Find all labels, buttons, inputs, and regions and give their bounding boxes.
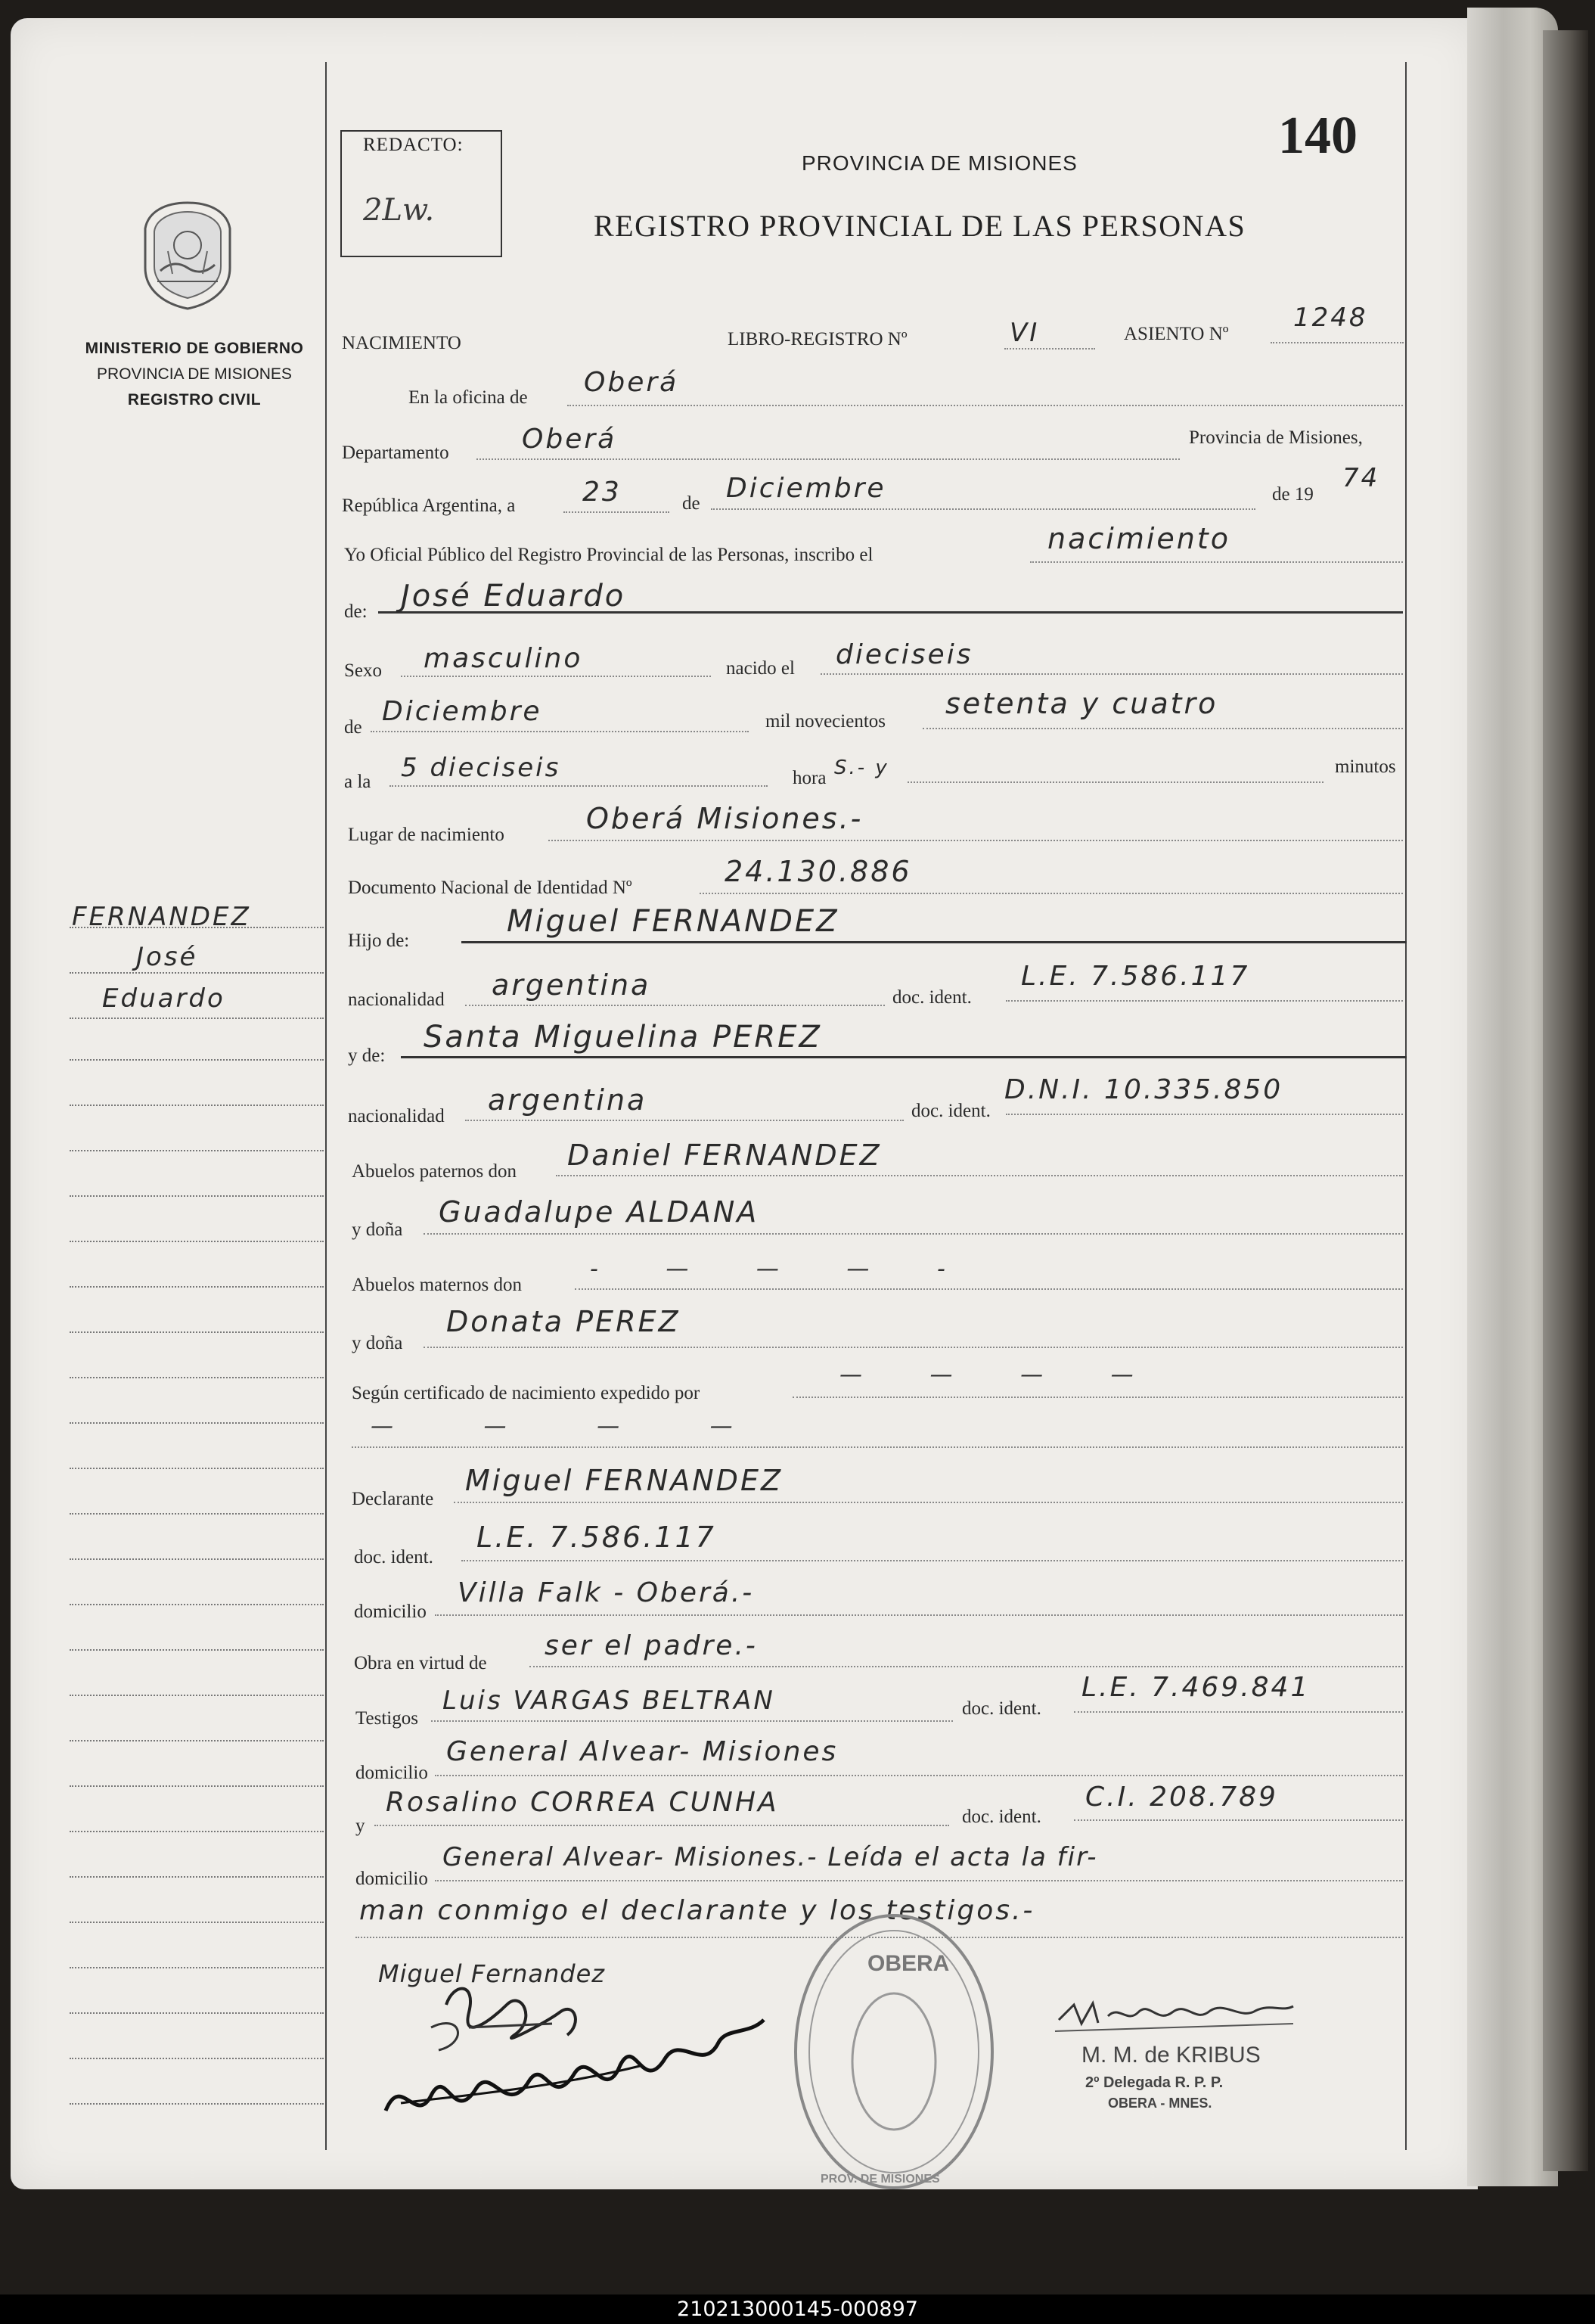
docid5-value: C.I. 208.789 (1085, 1782, 1278, 1813)
asiento-value: 1248 (1293, 303, 1368, 333)
book-spine (1543, 30, 1588, 2171)
asiento-label: ASIENTO Nº (1124, 324, 1229, 344)
provincia-label: Provincia de Misiones, (1189, 427, 1363, 448)
padre-value: Miguel FERNANDEZ (507, 904, 839, 939)
abuela-materna-label: y doña (352, 1333, 403, 1353)
abuelos-maternos-label: Abuelos maternos don (352, 1275, 522, 1295)
docid2-value: D.N.I. 10.335.850 (1004, 1074, 1283, 1105)
image-id-footer: 210213000145-000897 (0, 2294, 1595, 2324)
mes-value: Diciembre (726, 473, 886, 504)
hora-label: hora (793, 768, 827, 788)
right-rule (1405, 62, 1407, 2150)
certificado-label: Según certificado de nacimiento expedido por (352, 1383, 700, 1403)
act-type-label: NACIMIENTO (342, 333, 461, 353)
minutos-label: minutos (1335, 757, 1396, 777)
ministry-line1: MINISTERIO DE GOBIERNO (85, 340, 304, 357)
domicilio2-label: domicilio (355, 1763, 428, 1783)
declarante-label: Declarante (352, 1489, 434, 1509)
seal-text-top: OBERA (867, 1951, 950, 1976)
registry-title: REGISTRO PROVINCIAL DE LAS PERSONAS (594, 209, 1246, 243)
nac1-label: nacionalidad (348, 990, 445, 1010)
province-title: PROVINCIA DE MISIONES (802, 151, 1078, 175)
docid1-label: doc. ident. (892, 987, 972, 1008)
ministry-heading (70, 336, 319, 413)
lugar-value: Oberá Misiones.- (586, 802, 864, 835)
margin-note-surname: FERNANDEZ (72, 902, 251, 932)
de-label: de (682, 493, 700, 514)
madre-value: Santa Miguelina PEREZ (424, 1020, 822, 1055)
folio-number: 140 (1278, 107, 1358, 165)
redacto-label: REDACTO: (363, 135, 464, 155)
libro-value: VI (1010, 318, 1040, 348)
abuelo-materno-value: - — — — - (590, 1256, 976, 1282)
certificado-value2: — — — — (371, 1413, 774, 1440)
abuela-materna-value: Donata PEREZ (446, 1305, 681, 1338)
certificado-value: — — — — (839, 1362, 1164, 1388)
abuela-paterna-label: y doña (352, 1219, 403, 1240)
oficina-label: En la oficina de (408, 387, 528, 408)
obra-value: ser el padre.- (545, 1630, 758, 1661)
mes2-value: Diciembre (382, 696, 542, 727)
abuelo-paterno-value: Daniel FERNANDEZ (567, 1139, 882, 1172)
yde-label: y de: (348, 1045, 386, 1066)
oficina-value: Oberá (584, 367, 679, 398)
y-label: y (355, 1816, 365, 1836)
abuelos-paternos-label: Abuelos paternos don (352, 1161, 517, 1182)
dni-value: 24.130.886 (725, 855, 912, 888)
redacto-initials: 2Lw. (363, 193, 435, 228)
ministry-line3: REGISTRO CIVIL (127, 391, 262, 409)
nac2-label: nacionalidad (348, 1106, 445, 1126)
domicilio3-value: General Alvear- Misiones.- Leída el acta la fir- (442, 1842, 1098, 1872)
domicilio3-label: domicilio (355, 1869, 428, 1889)
sexo-value: masculino (424, 643, 583, 674)
ala-value: 5 dieciseis (401, 753, 561, 783)
abuela-paterna-value: Guadalupe ALDANA (439, 1195, 759, 1229)
nombre-value: José Eduardo (401, 579, 626, 614)
margin-rule (325, 62, 327, 2150)
witness-signatures (355, 1952, 824, 2141)
docid5-label: doc. ident. (962, 1807, 1041, 1827)
domicilio1-label: domicilio (354, 1602, 427, 1622)
official-seal-icon (790, 1910, 998, 2194)
official-signature (1051, 1990, 1301, 2043)
testigo2-value: Rosalino CORREA CUNHA (386, 1787, 779, 1818)
mil-label: mil novecientos (765, 711, 886, 732)
docid4-label: doc. ident. (962, 1698, 1041, 1719)
docid1-value: L.E. 7.586.117 (1021, 961, 1250, 992)
anio-value: 74 (1342, 463, 1380, 493)
seal-text-bottom: PROV. DE MISIONES (821, 2173, 940, 2186)
departamento-value: Oberá (522, 424, 617, 455)
acta-tipo-value: nacimiento (1047, 522, 1231, 555)
departamento-label: Departamento (342, 443, 449, 463)
ala-label: a la (344, 772, 371, 792)
official-name: M. M. de KRIBUS (1081, 2043, 1261, 2068)
domicilio2-value: General Alvear- Misiones (446, 1736, 839, 1767)
nac2-value: argentina (488, 1083, 647, 1117)
oficial-label: Yo Oficial Público del Registro Provincial de las Personas, inscribo el (344, 545, 874, 565)
ministry-line2: PROVINCIA DE MISIONES (97, 365, 292, 383)
dia-value: 23 (582, 477, 622, 508)
anio-label: de 19 (1272, 484, 1314, 505)
mil-value: setenta y cuatro (945, 687, 1218, 720)
margin-note-name2: Eduardo (102, 983, 225, 1014)
nacido-value: dieciseis (836, 639, 973, 670)
lugar-label: Lugar de nacimiento (348, 825, 504, 845)
declarante-signature: Miguel Fernandez (378, 1959, 606, 1988)
cierre-value: man conmigo el declarante y los testigos.- (359, 1895, 1035, 1926)
republica-label: República Argentina, a (342, 496, 516, 516)
dni-label: Documento Nacional de Identidad Nº (348, 878, 632, 898)
margin-note-name1: José (136, 942, 198, 972)
declarante-value: Miguel FERNANDEZ (465, 1464, 783, 1497)
docid3-value: L.E. 7.586.117 (476, 1521, 716, 1554)
province-crest-icon (135, 198, 240, 312)
docid4-value: L.E. 7.469.841 (1081, 1672, 1311, 1703)
sexo-label: Sexo (344, 660, 382, 681)
docid3-label: doc. ident. (354, 1547, 433, 1567)
testigos-label: Testigos (355, 1708, 418, 1729)
domicilio1-value: Villa Falk - Oberá.- (458, 1577, 755, 1608)
official-role: 2º Delegada R. P. P. (1085, 2074, 1224, 2091)
mes2-de-label: de (344, 717, 362, 738)
testigo1-value: Luis VARGAS BELTRAN (442, 1686, 775, 1716)
nacido-label: nacido el (726, 658, 795, 679)
nombre-de-label: de: (344, 601, 368, 622)
docid2-label: doc. ident. (911, 1101, 991, 1121)
hijo-label: Hijo de: (348, 931, 410, 951)
obra-label: Obra en virtud de (354, 1653, 487, 1673)
official-place: OBERA - MNES. (1108, 2096, 1212, 2111)
libro-label: LIBRO-REGISTRO Nº (728, 329, 908, 350)
hora-value: S.- y (834, 757, 889, 779)
nac1-value: argentina (492, 968, 651, 1002)
